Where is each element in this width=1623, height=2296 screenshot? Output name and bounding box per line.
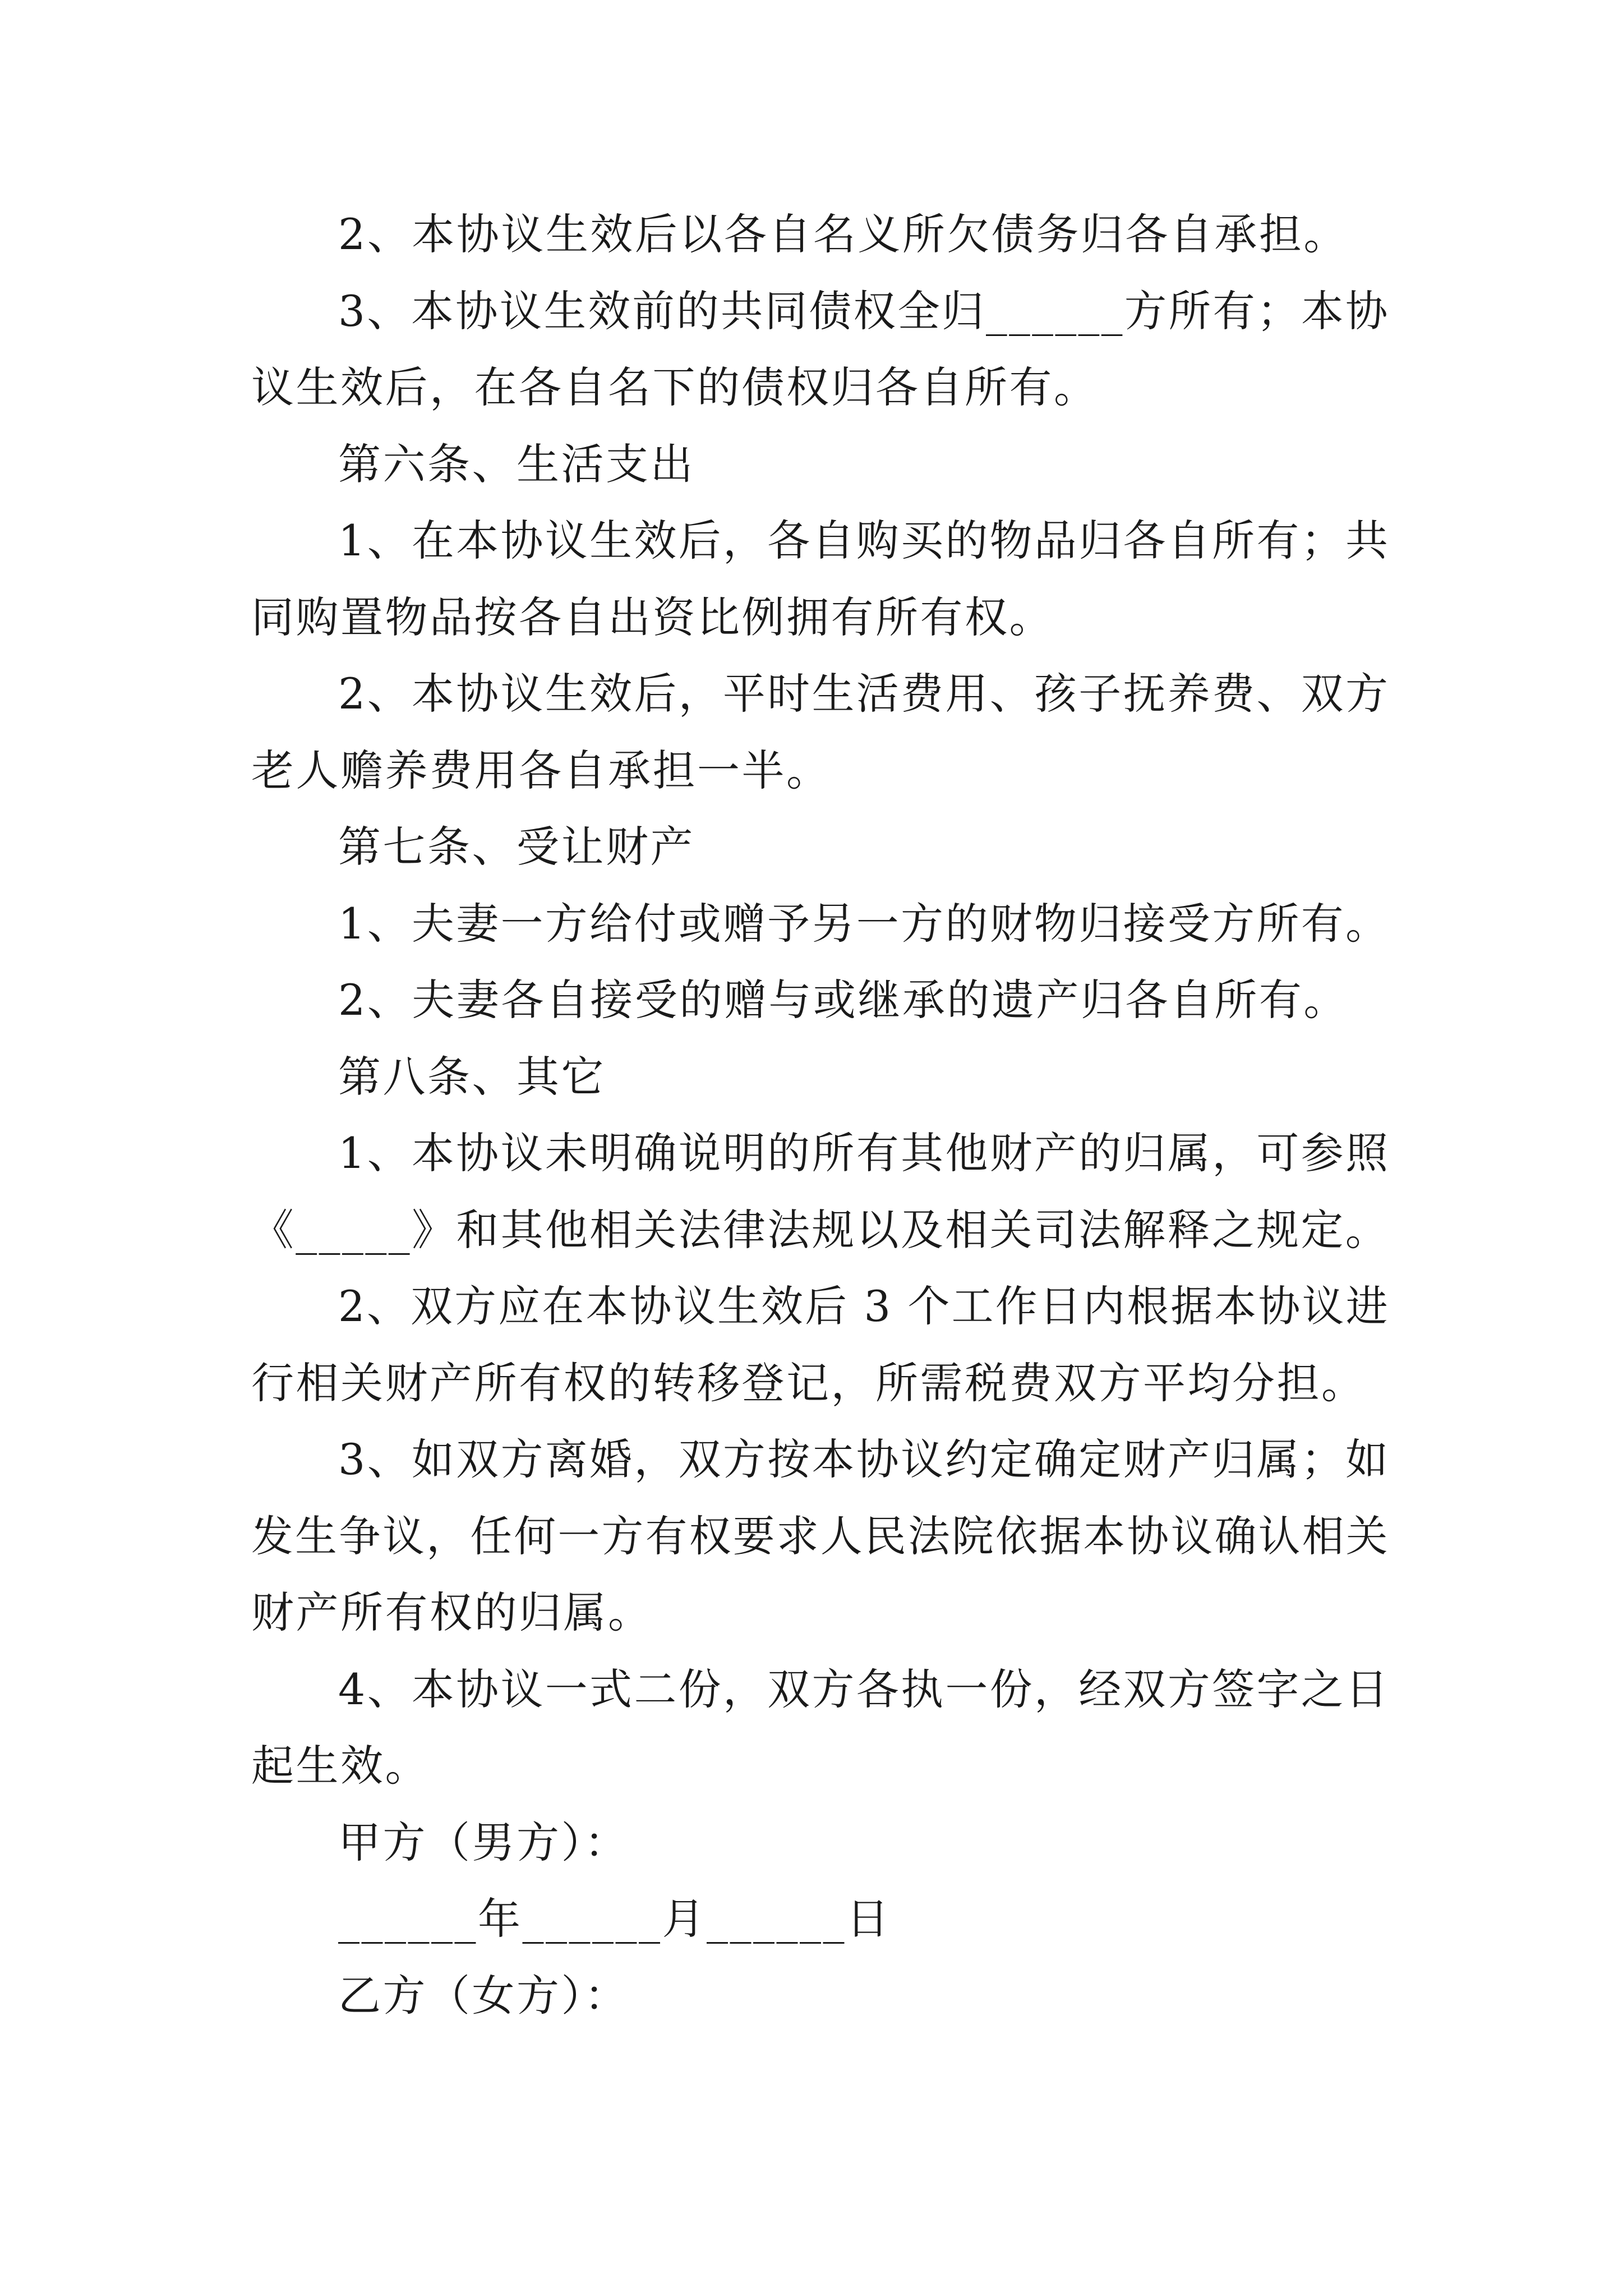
party-b-signature-label: 乙方（女方）：	[338, 1971, 629, 2021]
clause-8-item-1-line-2: 《_____》和其他相关法律法规以及相关司法解释之规定。	[251, 1205, 1390, 1255]
clause-5-item-3-line-1: 3、本协议生效前的共同债权全归______方所有；本协	[338, 286, 1390, 336]
clause-8-item-1-line-1: 1、本协议未明确说明的所有其他财产的归属，可参照	[338, 1128, 1390, 1178]
clause-8-item-3-line-3: 财产所有权的归属。	[251, 1588, 653, 1637]
clause-8-item-4-line-1: 4、本协议一式二份，双方各执一份，经双方签字之日	[338, 1664, 1390, 1714]
clause-5-item-3-line-2: 议生效后，在各自名下的债权归各自所有。	[251, 362, 1099, 412]
clause-8-item-2-line-1: 2、双方应在本协议生效后 3 个工作日内根据本协议进	[338, 1281, 1390, 1331]
clause-6-item-1-line-1: 1、在本协议生效后，各自购买的物品归各自所有；共	[338, 516, 1390, 565]
clause-5-item-2: 2、本协议生效后以各自名义所欠债务归各自承担。	[338, 209, 1348, 259]
clause-7-item-1: 1、夫妻一方给付或赠予另一方的财物归接受方所有。	[338, 899, 1390, 949]
clause-6-item-1-line-2: 同购置物品按各自出资比例拥有所有权。	[251, 592, 1054, 642]
article-6-heading: 第六条、生活支出	[338, 439, 695, 489]
clause-8-item-2-line-2: 行相关财产所有权的转移登记，所需税费双方平均分担。	[251, 1358, 1366, 1408]
party-a-signature-label: 甲方（男方）：	[338, 1818, 629, 1867]
article-8-heading: 第八条、其它	[338, 1052, 606, 1102]
clause-6-item-2-line-2: 老人赡养费用各自承担一半。	[251, 746, 831, 795]
clause-8-item-4-line-2: 起生效。	[251, 1741, 430, 1791]
clause-6-item-2-line-1: 2、本协议生效后，平时生活费用、孩子抚养费、双方	[338, 669, 1390, 719]
signature-date-blank: ______年______月______日	[338, 1894, 891, 1944]
clause-7-item-2: 2、夫妻各自接受的赠与或继承的遗产归各自所有。	[338, 975, 1348, 1025]
article-7-heading: 第七条、受让财产	[338, 822, 695, 872]
clause-8-item-3-line-2: 发生争议，任何一方有权要求人民法院依据本协议确认相关	[251, 1511, 1390, 1561]
clause-8-item-3-line-1: 3、如双方离婚，双方按本协议约定确定财产归属；如	[338, 1434, 1390, 1484]
